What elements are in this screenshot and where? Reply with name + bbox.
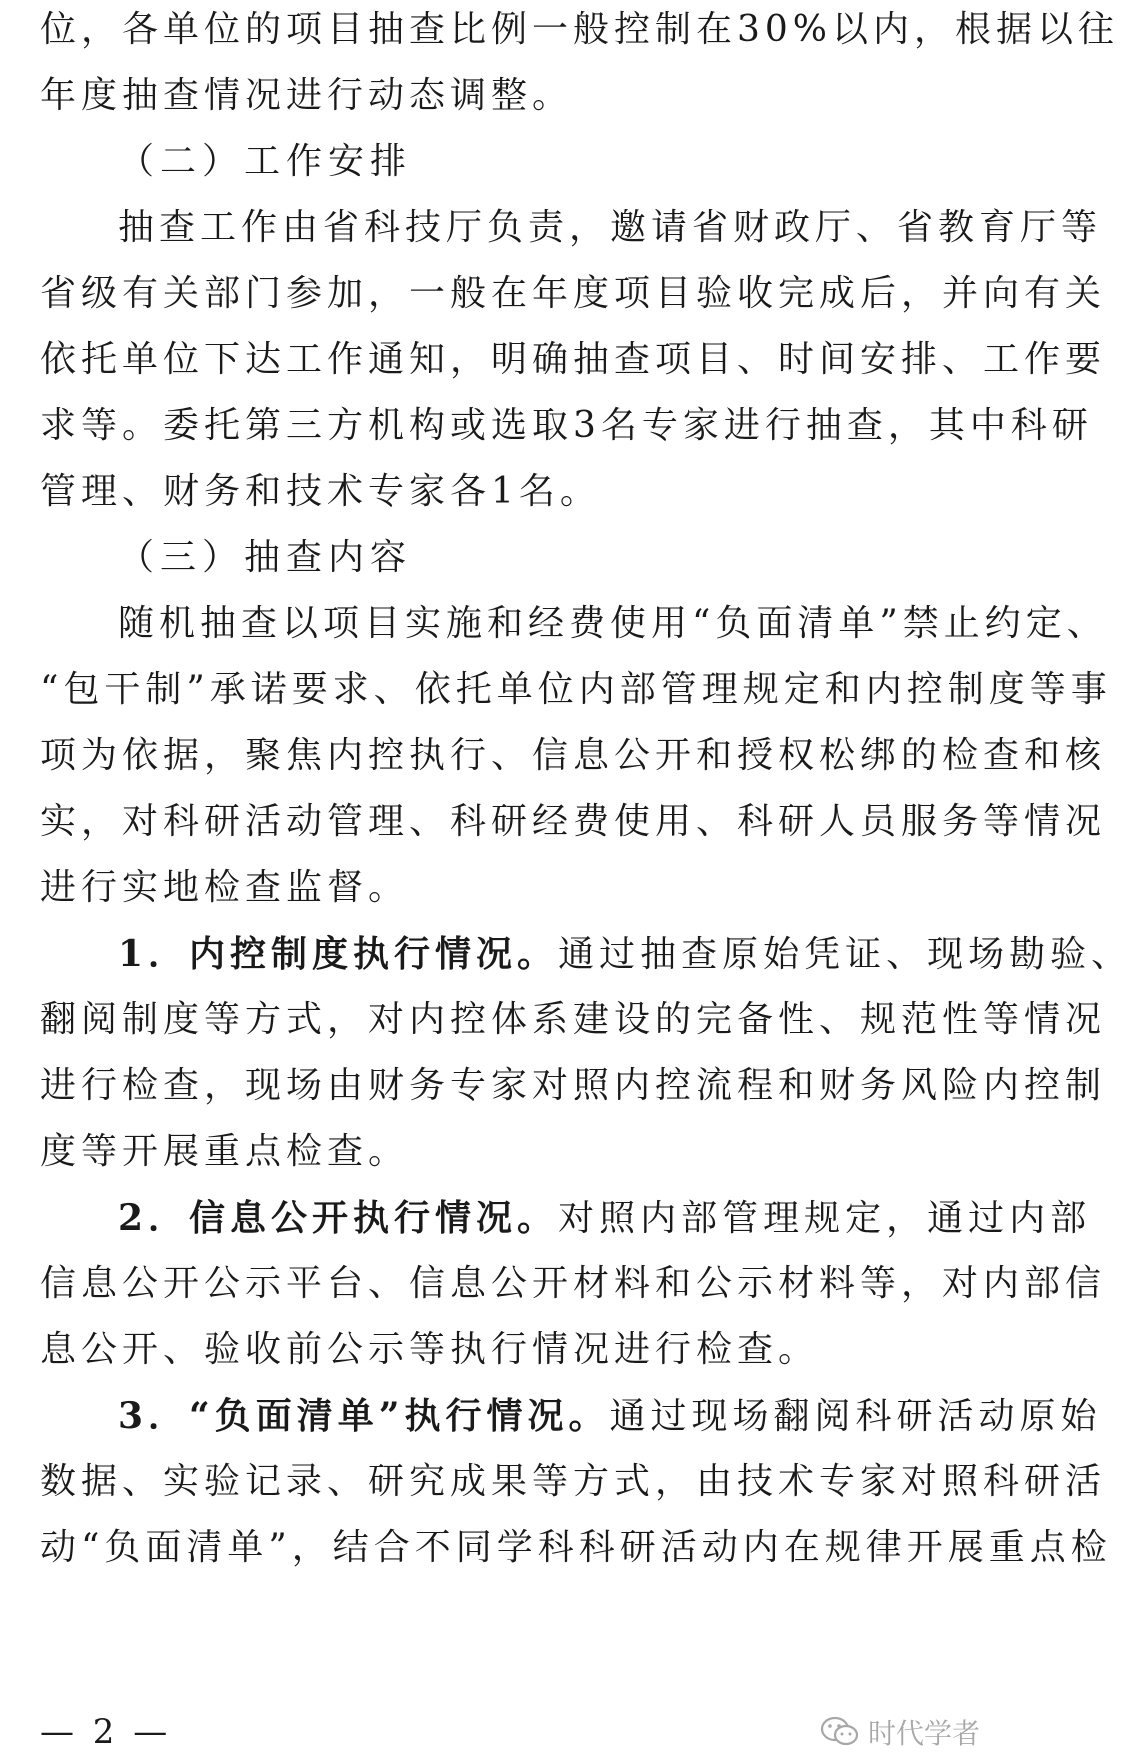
item-heading-3: 3．“负面清单”执行情况。: [118, 1395, 610, 1437]
section-heading: （三）抽查内容: [118, 537, 413, 578]
text-line: 年度抽查情况进行动态调整。: [40, 75, 574, 116]
text-line: 求等。委托第三方机构或选取3名专家进行抽查，其中科研: [40, 405, 1093, 446]
paragraph-line: [118, 1394, 1102, 1438]
text-run: 通过抽查原始凭证、现场勘验、: [558, 934, 1132, 975]
text-line: 实，对科研活动管理、科研经费使用、科研人员服务等情况: [40, 801, 1107, 842]
text-line: 翻阅制度等方式，对内控体系建设的完备性、规范性等情况: [40, 999, 1107, 1040]
text-line: 抽查工作由省科技厅负责，邀请省财政厅、省教育厅等: [118, 207, 1103, 248]
text-line: 动“负面清单”，结合不同学科科研活动内在规律开展重点检: [40, 1527, 1112, 1568]
wechat-icon: [820, 1715, 860, 1749]
text-line: 依托单位下达工作通知，明确抽查项目、时间安排、工作要: [40, 339, 1107, 380]
paragraph-line: [118, 932, 1132, 976]
section-heading: （二）工作安排: [118, 141, 413, 182]
paragraph-line: [118, 1196, 1092, 1240]
text-line: 信息公开公示平台、信息公开材料和公示材料等，对内部信: [40, 1263, 1107, 1304]
watermark: [820, 1714, 980, 1750]
text-line: 省级有关部门参加，一般在年度项目验收完成后，并向有关: [40, 273, 1107, 314]
item-heading-2: 2．信息公开执行情况。: [118, 1197, 559, 1239]
text-line: 管理、财务和技术专家各1名。: [40, 471, 601, 512]
text-line: 进行检查，现场由财务专家对照内控流程和财务风险内控制: [40, 1065, 1107, 1106]
text-run: 通过现场翻阅科研活动原始: [609, 1396, 1102, 1437]
text-line: 数据、实验记录、研究成果等方式，由技术专家对照科研活: [40, 1461, 1107, 1502]
text-line: 息公开、验收前公示等执行情况进行检查。: [40, 1329, 820, 1370]
text-line: “包干制”承诺要求、依托单位内部管理规定和内控制度等事: [40, 669, 1112, 710]
text-line: 位，各单位的项目抽查比例一般控制在30%以内，根据以往: [40, 9, 1120, 50]
item-heading-1: 1．内控制度执行情况。: [118, 933, 559, 975]
text-line: 度等开展重点检查。: [40, 1131, 410, 1172]
page-number: — 2 —: [40, 1712, 172, 1752]
text-line: 进行实地检查监督。: [40, 867, 410, 908]
watermark-text: 时代学者: [868, 1717, 981, 1750]
text-run: 对照内部管理规定，通过内部: [558, 1198, 1092, 1239]
text-line: 随机抽查以项目实施和经费使用“负面清单”禁止约定、: [118, 603, 1108, 644]
text-line: 项为依据，聚焦内控执行、信息公开和授权松绑的检查和核: [40, 735, 1107, 776]
